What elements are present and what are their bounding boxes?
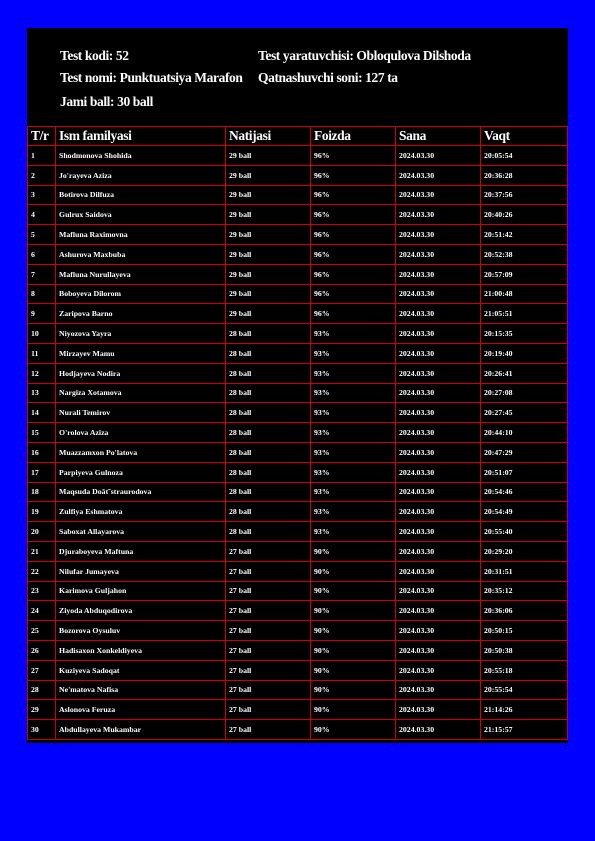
date-cell: 2024.03.30: [396, 324, 481, 344]
column-header-date: Sana: [396, 127, 481, 146]
row-number-cell: 17: [28, 462, 56, 482]
row-number-cell: 15: [28, 423, 56, 443]
table-row: [28, 403, 568, 423]
participant-name-cell: Hadisaxon Xonkeldiyeva: [56, 640, 226, 660]
table-row: [28, 720, 568, 740]
row-number-cell: 5: [28, 225, 56, 245]
time-cell: 20:15:35: [481, 324, 568, 344]
time-cell: 20:26:41: [481, 363, 568, 383]
score-cell: 27 ball: [226, 640, 311, 660]
table-header-row: [28, 127, 568, 146]
participant-name-cell: Nurali Temirov: [56, 403, 226, 423]
time-cell: 21:05:51: [481, 304, 568, 324]
score-cell: 27 ball: [226, 700, 311, 720]
date-cell: 2024.03.30: [396, 225, 481, 245]
table-row: [28, 640, 568, 660]
column-header-number: T/r: [28, 127, 56, 146]
time-cell: 20:35:12: [481, 581, 568, 601]
date-cell: 2024.03.30: [396, 343, 481, 363]
row-number-cell: 11: [28, 343, 56, 363]
table-row: [28, 146, 568, 166]
score-cell: 27 ball: [226, 660, 311, 680]
score-cell: 27 ball: [226, 680, 311, 700]
time-cell: 20:55:40: [481, 522, 568, 542]
row-number-cell: 25: [28, 621, 56, 641]
date-cell: 2024.03.30: [396, 680, 481, 700]
score-cell: 29 ball: [226, 205, 311, 225]
score-cell: 28 ball: [226, 324, 311, 344]
results-table-body: [28, 146, 568, 740]
row-number-cell: 1: [28, 146, 56, 166]
date-cell: 2024.03.30: [396, 482, 481, 502]
participant-name-cell: Nargiza Xotamova: [56, 383, 226, 403]
participant-name-cell: Maqsuda Doãt˜straurodova: [56, 482, 226, 502]
participant-name-cell: Djuraboyeva Maftuna: [56, 541, 226, 561]
time-cell: 20:05:54: [481, 146, 568, 166]
score-cell: 29 ball: [226, 146, 311, 166]
table-row: [28, 225, 568, 245]
participant-name-cell: Mafluna Nurullayeva: [56, 264, 226, 284]
date-cell: 2024.03.30: [396, 423, 481, 443]
results-table: [27, 126, 568, 740]
date-cell: 2024.03.30: [396, 621, 481, 641]
date-cell: 2024.03.30: [396, 720, 481, 740]
date-cell: 2024.03.30: [396, 700, 481, 720]
percent-cell: 93%: [311, 343, 396, 363]
score-cell: 27 ball: [226, 581, 311, 601]
percent-cell: 93%: [311, 403, 396, 423]
row-number-cell: 26: [28, 640, 56, 660]
date-cell: 2024.03.30: [396, 244, 481, 264]
table-row: [28, 522, 568, 542]
table-row: [28, 264, 568, 284]
percent-cell: 93%: [311, 324, 396, 344]
participant-name-cell: Karimova Guljahon: [56, 581, 226, 601]
score-cell: 28 ball: [226, 462, 311, 482]
date-cell: 2024.03.30: [396, 185, 481, 205]
participant-name-cell: Ne'matova Nafisa: [56, 680, 226, 700]
row-number-cell: 14: [28, 403, 56, 423]
row-number-cell: 13: [28, 383, 56, 403]
row-number-cell: 30: [28, 720, 56, 740]
table-row: [28, 502, 568, 522]
row-number-cell: 27: [28, 660, 56, 680]
participant-name-cell: Boboyeva Dilorom: [56, 284, 226, 304]
percent-cell: 96%: [311, 146, 396, 166]
participant-name-cell: Saboxat Allayarova: [56, 522, 226, 542]
percent-cell: 90%: [311, 720, 396, 740]
participant-name-cell: Gulrux Saidova: [56, 205, 226, 225]
row-number-cell: 10: [28, 324, 56, 344]
table-row: [28, 680, 568, 700]
time-cell: 20:55:54: [481, 680, 568, 700]
score-cell: 27 ball: [226, 541, 311, 561]
participant-name-cell: Abdullayeva Mukambar: [56, 720, 226, 740]
time-cell: 20:19:40: [481, 343, 568, 363]
table-row: [28, 581, 568, 601]
table-row: [28, 185, 568, 205]
row-number-cell: 24: [28, 601, 56, 621]
row-number-cell: 21: [28, 541, 56, 561]
participant-name-cell: Mirzayev Mamu: [56, 343, 226, 363]
participant-name-cell: Mafluna Raximovna: [56, 225, 226, 245]
participant-name-cell: Muazzamxon Po'latova: [56, 442, 226, 462]
time-cell: 20:31:51: [481, 561, 568, 581]
time-cell: 21:15:57: [481, 720, 568, 740]
row-number-cell: 18: [28, 482, 56, 502]
percent-cell: 90%: [311, 541, 396, 561]
percent-cell: 96%: [311, 225, 396, 245]
score-cell: 29 ball: [226, 165, 311, 185]
score-cell: 27 ball: [226, 601, 311, 621]
time-cell: 21:14:26: [481, 700, 568, 720]
percent-cell: 90%: [311, 561, 396, 581]
row-number-cell: 12: [28, 363, 56, 383]
participant-name-cell: Zaripova Barno: [56, 304, 226, 324]
date-cell: 2024.03.30: [396, 601, 481, 621]
test-info-header: [27, 28, 568, 126]
participant-name-cell: Bozorova Oysuluv: [56, 621, 226, 641]
date-cell: 2024.03.30: [396, 146, 481, 166]
table-row: [28, 324, 568, 344]
time-cell: 20:36:06: [481, 601, 568, 621]
score-cell: 29 ball: [226, 264, 311, 284]
percent-cell: 90%: [311, 581, 396, 601]
date-cell: 2024.03.30: [396, 660, 481, 680]
time-cell: 20:27:45: [481, 403, 568, 423]
participant-name-cell: Botirova Dilfuza: [56, 185, 226, 205]
score-cell: 29 ball: [226, 185, 311, 205]
percent-cell: 93%: [311, 522, 396, 542]
score-cell: 29 ball: [226, 284, 311, 304]
row-number-cell: 20: [28, 522, 56, 542]
score-cell: 27 ball: [226, 561, 311, 581]
participant-name-cell: O'rolova Aziza: [56, 423, 226, 443]
participant-name-cell: Nilufar Jumayeva: [56, 561, 226, 581]
percent-cell: 96%: [311, 304, 396, 324]
score-cell: 29 ball: [226, 244, 311, 264]
score-cell: 27 ball: [226, 720, 311, 740]
time-cell: 20:51:42: [481, 225, 568, 245]
participant-name-cell: Zulfiya Eshmatova: [56, 502, 226, 522]
score-cell: 28 ball: [226, 442, 311, 462]
row-number-cell: 28: [28, 680, 56, 700]
percent-cell: 90%: [311, 621, 396, 641]
percent-cell: 96%: [311, 185, 396, 205]
participant-name-cell: Jo'rayeva Aziza: [56, 165, 226, 185]
date-cell: 2024.03.30: [396, 581, 481, 601]
percent-cell: 93%: [311, 442, 396, 462]
date-cell: 2024.03.30: [396, 442, 481, 462]
percent-cell: 96%: [311, 244, 396, 264]
date-cell: 2024.03.30: [396, 541, 481, 561]
time-cell: 20:50:38: [481, 640, 568, 660]
date-cell: 2024.03.30: [396, 522, 481, 542]
time-cell: 20:54:49: [481, 502, 568, 522]
time-cell: 20:57:09: [481, 264, 568, 284]
row-number-cell: 29: [28, 700, 56, 720]
table-row: [28, 601, 568, 621]
participant-name-cell: Hodjayeva Nodira: [56, 363, 226, 383]
column-header-time: Vaqt: [481, 127, 568, 146]
percent-cell: 90%: [311, 700, 396, 720]
row-number-cell: 6: [28, 244, 56, 264]
time-cell: 20:54:46: [481, 482, 568, 502]
table-row: [28, 205, 568, 225]
test-creator: Test yaratuvchisi: Obloqulova Dilshoda: [258, 48, 471, 63]
column-header-percent: Foizda: [311, 127, 396, 146]
time-cell: 21:00:48: [481, 284, 568, 304]
row-number-cell: 4: [28, 205, 56, 225]
time-cell: 20:47:29: [481, 442, 568, 462]
row-number-cell: 7: [28, 264, 56, 284]
time-cell: 20:50:15: [481, 621, 568, 641]
date-cell: 2024.03.30: [396, 284, 481, 304]
score-cell: 28 ball: [226, 423, 311, 443]
time-cell: 20:36:28: [481, 165, 568, 185]
date-cell: 2024.03.30: [396, 264, 481, 284]
percent-cell: 93%: [311, 363, 396, 383]
percent-cell: 93%: [311, 502, 396, 522]
table-row: [28, 284, 568, 304]
time-cell: 20:44:10: [481, 423, 568, 443]
row-number-cell: 2: [28, 165, 56, 185]
date-cell: 2024.03.30: [396, 640, 481, 660]
table-row: [28, 621, 568, 641]
table-row: [28, 423, 568, 443]
table-row: [28, 165, 568, 185]
time-cell: 20:51:07: [481, 462, 568, 482]
percent-cell: 90%: [311, 680, 396, 700]
table-row: [28, 660, 568, 680]
participant-name-cell: Ziyoda Abduqodirova: [56, 601, 226, 621]
table-row: [28, 541, 568, 561]
table-row: [28, 442, 568, 462]
participant-name-cell: Niyozova Yayra: [56, 324, 226, 344]
score-cell: 28 ball: [226, 363, 311, 383]
percent-cell: 96%: [311, 264, 396, 284]
column-header-score: Natijasi: [226, 127, 311, 146]
row-number-cell: 16: [28, 442, 56, 462]
table-row: [28, 304, 568, 324]
date-cell: 2024.03.30: [396, 403, 481, 423]
participant-name-cell: Aslonova Feruza: [56, 700, 226, 720]
participant-name-cell: Parpiyeva Gulnoza: [56, 462, 226, 482]
score-cell: 29 ball: [226, 225, 311, 245]
percent-cell: 90%: [311, 601, 396, 621]
score-cell: 28 ball: [226, 343, 311, 363]
score-cell: 28 ball: [226, 403, 311, 423]
row-number-cell: 8: [28, 284, 56, 304]
table-row: [28, 700, 568, 720]
column-header-name: Ism familyasi: [56, 127, 226, 146]
percent-cell: 96%: [311, 165, 396, 185]
date-cell: 2024.03.30: [396, 165, 481, 185]
percent-cell: 93%: [311, 383, 396, 403]
time-cell: 20:52:38: [481, 244, 568, 264]
percent-cell: 90%: [311, 640, 396, 660]
participant-name-cell: Shodmonova Shohida: [56, 146, 226, 166]
time-cell: 20:29:20: [481, 541, 568, 561]
time-cell: 20:55:18: [481, 660, 568, 680]
score-cell: 29 ball: [226, 304, 311, 324]
row-number-cell: 3: [28, 185, 56, 205]
score-cell: 28 ball: [226, 522, 311, 542]
participant-name-cell: Kuziyeva Sadoqat: [56, 660, 226, 680]
date-cell: 2024.03.30: [396, 205, 481, 225]
test-code: Test kodi: 52: [60, 48, 129, 63]
total-score: Jami ball: 30 ball: [60, 94, 153, 109]
time-cell: 20:37:56: [481, 185, 568, 205]
table-row: [28, 244, 568, 264]
date-cell: 2024.03.30: [396, 383, 481, 403]
row-number-cell: 23: [28, 581, 56, 601]
table-row: [28, 482, 568, 502]
percent-cell: 96%: [311, 205, 396, 225]
percent-cell: 90%: [311, 660, 396, 680]
date-cell: 2024.03.30: [396, 363, 481, 383]
test-name: Test nomi: Punktuatsiya Marafon: [60, 70, 243, 85]
table-row: [28, 462, 568, 482]
date-cell: 2024.03.30: [396, 502, 481, 522]
date-cell: 2024.03.30: [396, 304, 481, 324]
table-row: [28, 561, 568, 581]
table-row: [28, 363, 568, 383]
row-number-cell: 22: [28, 561, 56, 581]
time-cell: 20:40:26: [481, 205, 568, 225]
row-number-cell: 9: [28, 304, 56, 324]
table-row: [28, 343, 568, 363]
score-cell: 28 ball: [226, 383, 311, 403]
score-cell: 27 ball: [226, 621, 311, 641]
table-row: [28, 383, 568, 403]
percent-cell: 93%: [311, 462, 396, 482]
score-cell: 28 ball: [226, 502, 311, 522]
row-number-cell: 19: [28, 502, 56, 522]
percent-cell: 93%: [311, 423, 396, 443]
percent-cell: 96%: [311, 284, 396, 304]
results-sheet: [27, 28, 568, 743]
date-cell: 2024.03.30: [396, 462, 481, 482]
percent-cell: 93%: [311, 482, 396, 502]
participant-name-cell: Ashurova Maxbuba: [56, 244, 226, 264]
time-cell: 20:27:08: [481, 383, 568, 403]
date-cell: 2024.03.30: [396, 561, 481, 581]
score-cell: 28 ball: [226, 482, 311, 502]
participant-count: Qatnashuvchi soni: 127 ta: [258, 70, 398, 85]
